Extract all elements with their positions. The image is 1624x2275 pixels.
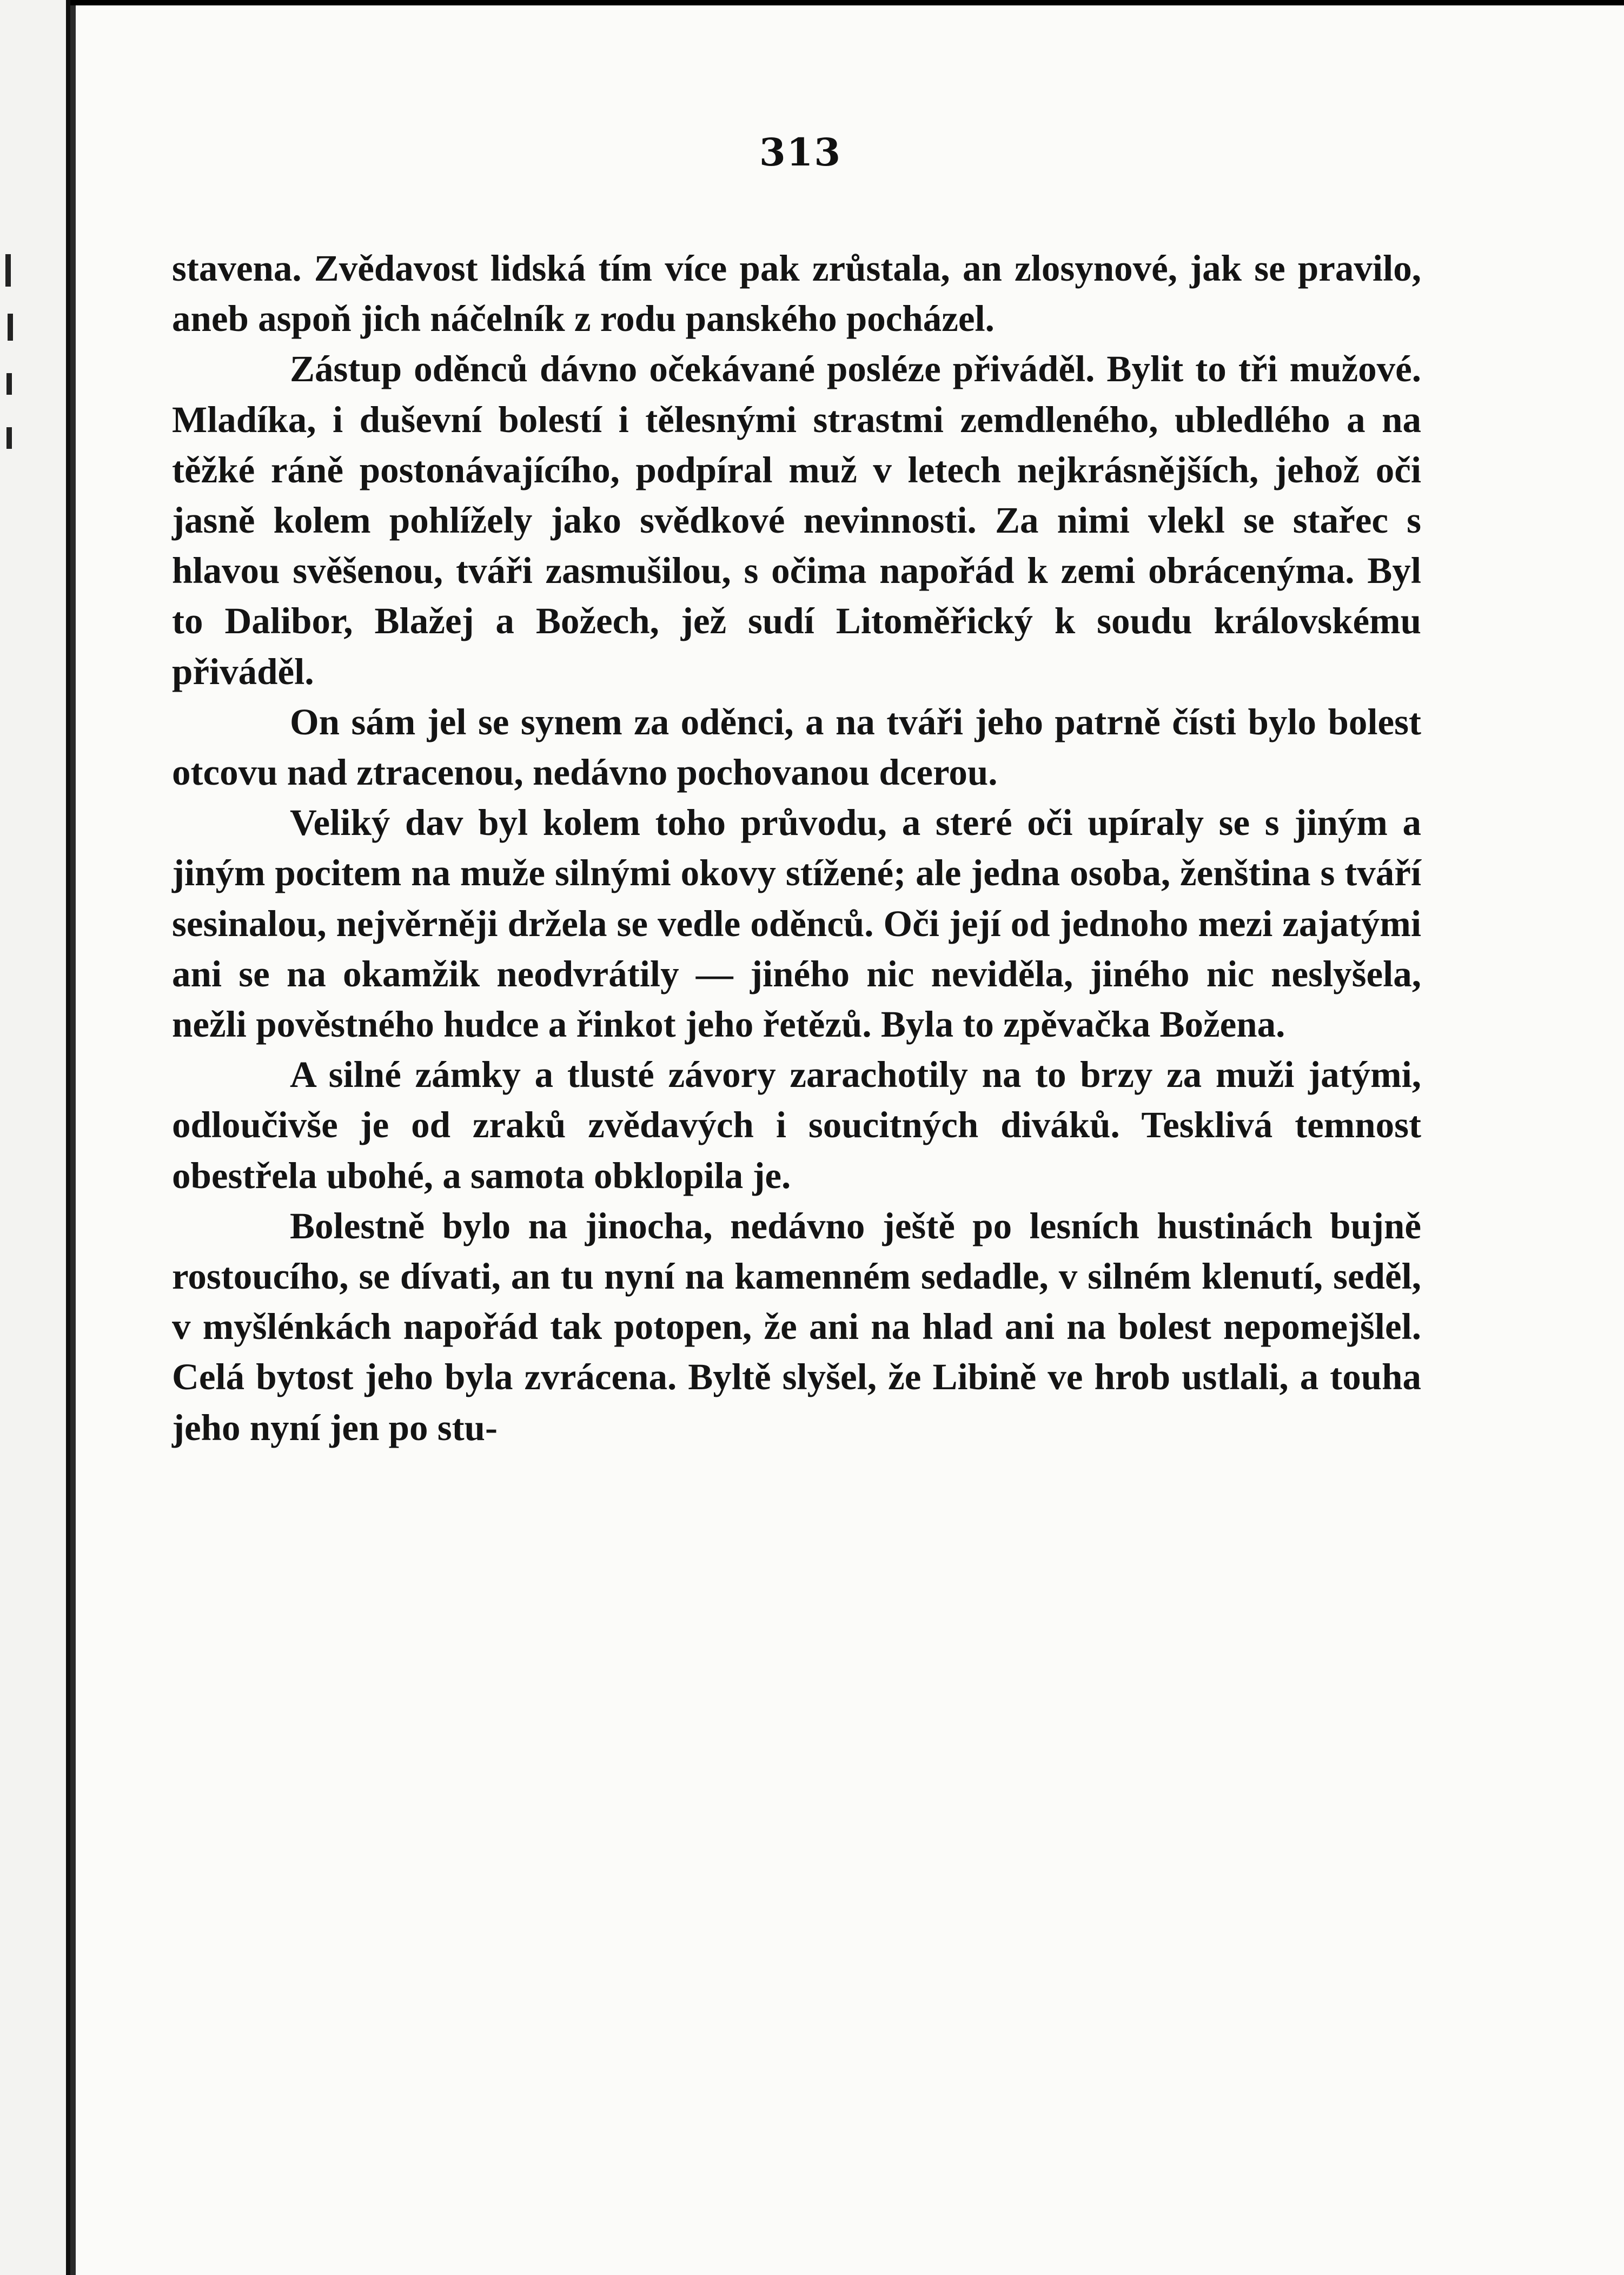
margin-mark: [6, 427, 12, 449]
paragraph: Veliký dav byl kolem toho průvodu, a steré oči upíraly se s jiným a jiným pocitem na muže silnými okovy stížené; ale jedna osoba, ženština s tváří sesinalou, nejvěrněji držela se vedle oděnců. Oči její od jednoho mezi zajatými ani se na okamžik neodvrátily — jiného nic neviděla, jiného nic neslyšela, nežli pověstného hudce a řinkot jeho řetězů. Byla to zpěvačka Božena.: [172, 802, 1421, 1045]
page-number: 313: [759, 130, 842, 175]
paragraph: On sám jel se synem za oděnci, a na tváři jeho patrně čísti bylo bolest otcovu nad ztracenou, nedávno pochovanou dcerou.: [172, 701, 1421, 793]
paragraph: Bolestně bylo na jinocha, nedávno ještě po lesních hustinách bujně rostoucího, se dívati, an tu nyní na kamenném sedadle, v silném klenutí, seděl, v myšlénkách napořád tak potopen, že ani na hlad ani na bolest nepomejšlel. Celá bytost jeho byla zvrácena. Byltě slyšel, že Libině ve hrob ustlali, a touha jeho nyní jen po stu-: [172, 1205, 1421, 1448]
page-gutter-shadow: [66, 0, 70, 2275]
gutter-line: [70, 5, 76, 2275]
facing-page-edge: [0, 0, 70, 2275]
margin-mark: [8, 314, 13, 341]
body-text: [172, 243, 1421, 1453]
paragraph: Zástup oděnců dávno očekávané posléze přiváděl. Bylit to tři mužové. Mladíka, i duševní bolestí i tělesnými strastmi zemdleného, ubledlého a na těžké ráně postonávajícího, podpíral muž v letech nejkrásnějších, jehož oči jasně kolem pohlížely jako svědkové nevinnosti. Za nimi vlekl se stařec s hlavou svěšenou, tváři zasmušilou, s očima napořád k zemi obrácenýma. Byl to Dalibor, Blažej a Božech, jež sudí Litoměřický k soudu královskému přiváděl.: [172, 348, 1421, 692]
margin-mark: [6, 373, 12, 395]
margin-mark: [5, 254, 11, 287]
paragraph: stavena. Zvědavost lidská tím více pak zrůstala, an zlosynové, jak se pravilo, aneb aspoň jich náčelník z rodu panského pocházel.: [172, 248, 1421, 340]
paragraph: A silné zámky a tlusté závory zarachotily na to brzy za muži jatými, odloučivše je od zraků zvědavých i soucitných diváků. Tesklivá temnost obestřela ubohé, a samota obklopila je.: [172, 1054, 1421, 1196]
